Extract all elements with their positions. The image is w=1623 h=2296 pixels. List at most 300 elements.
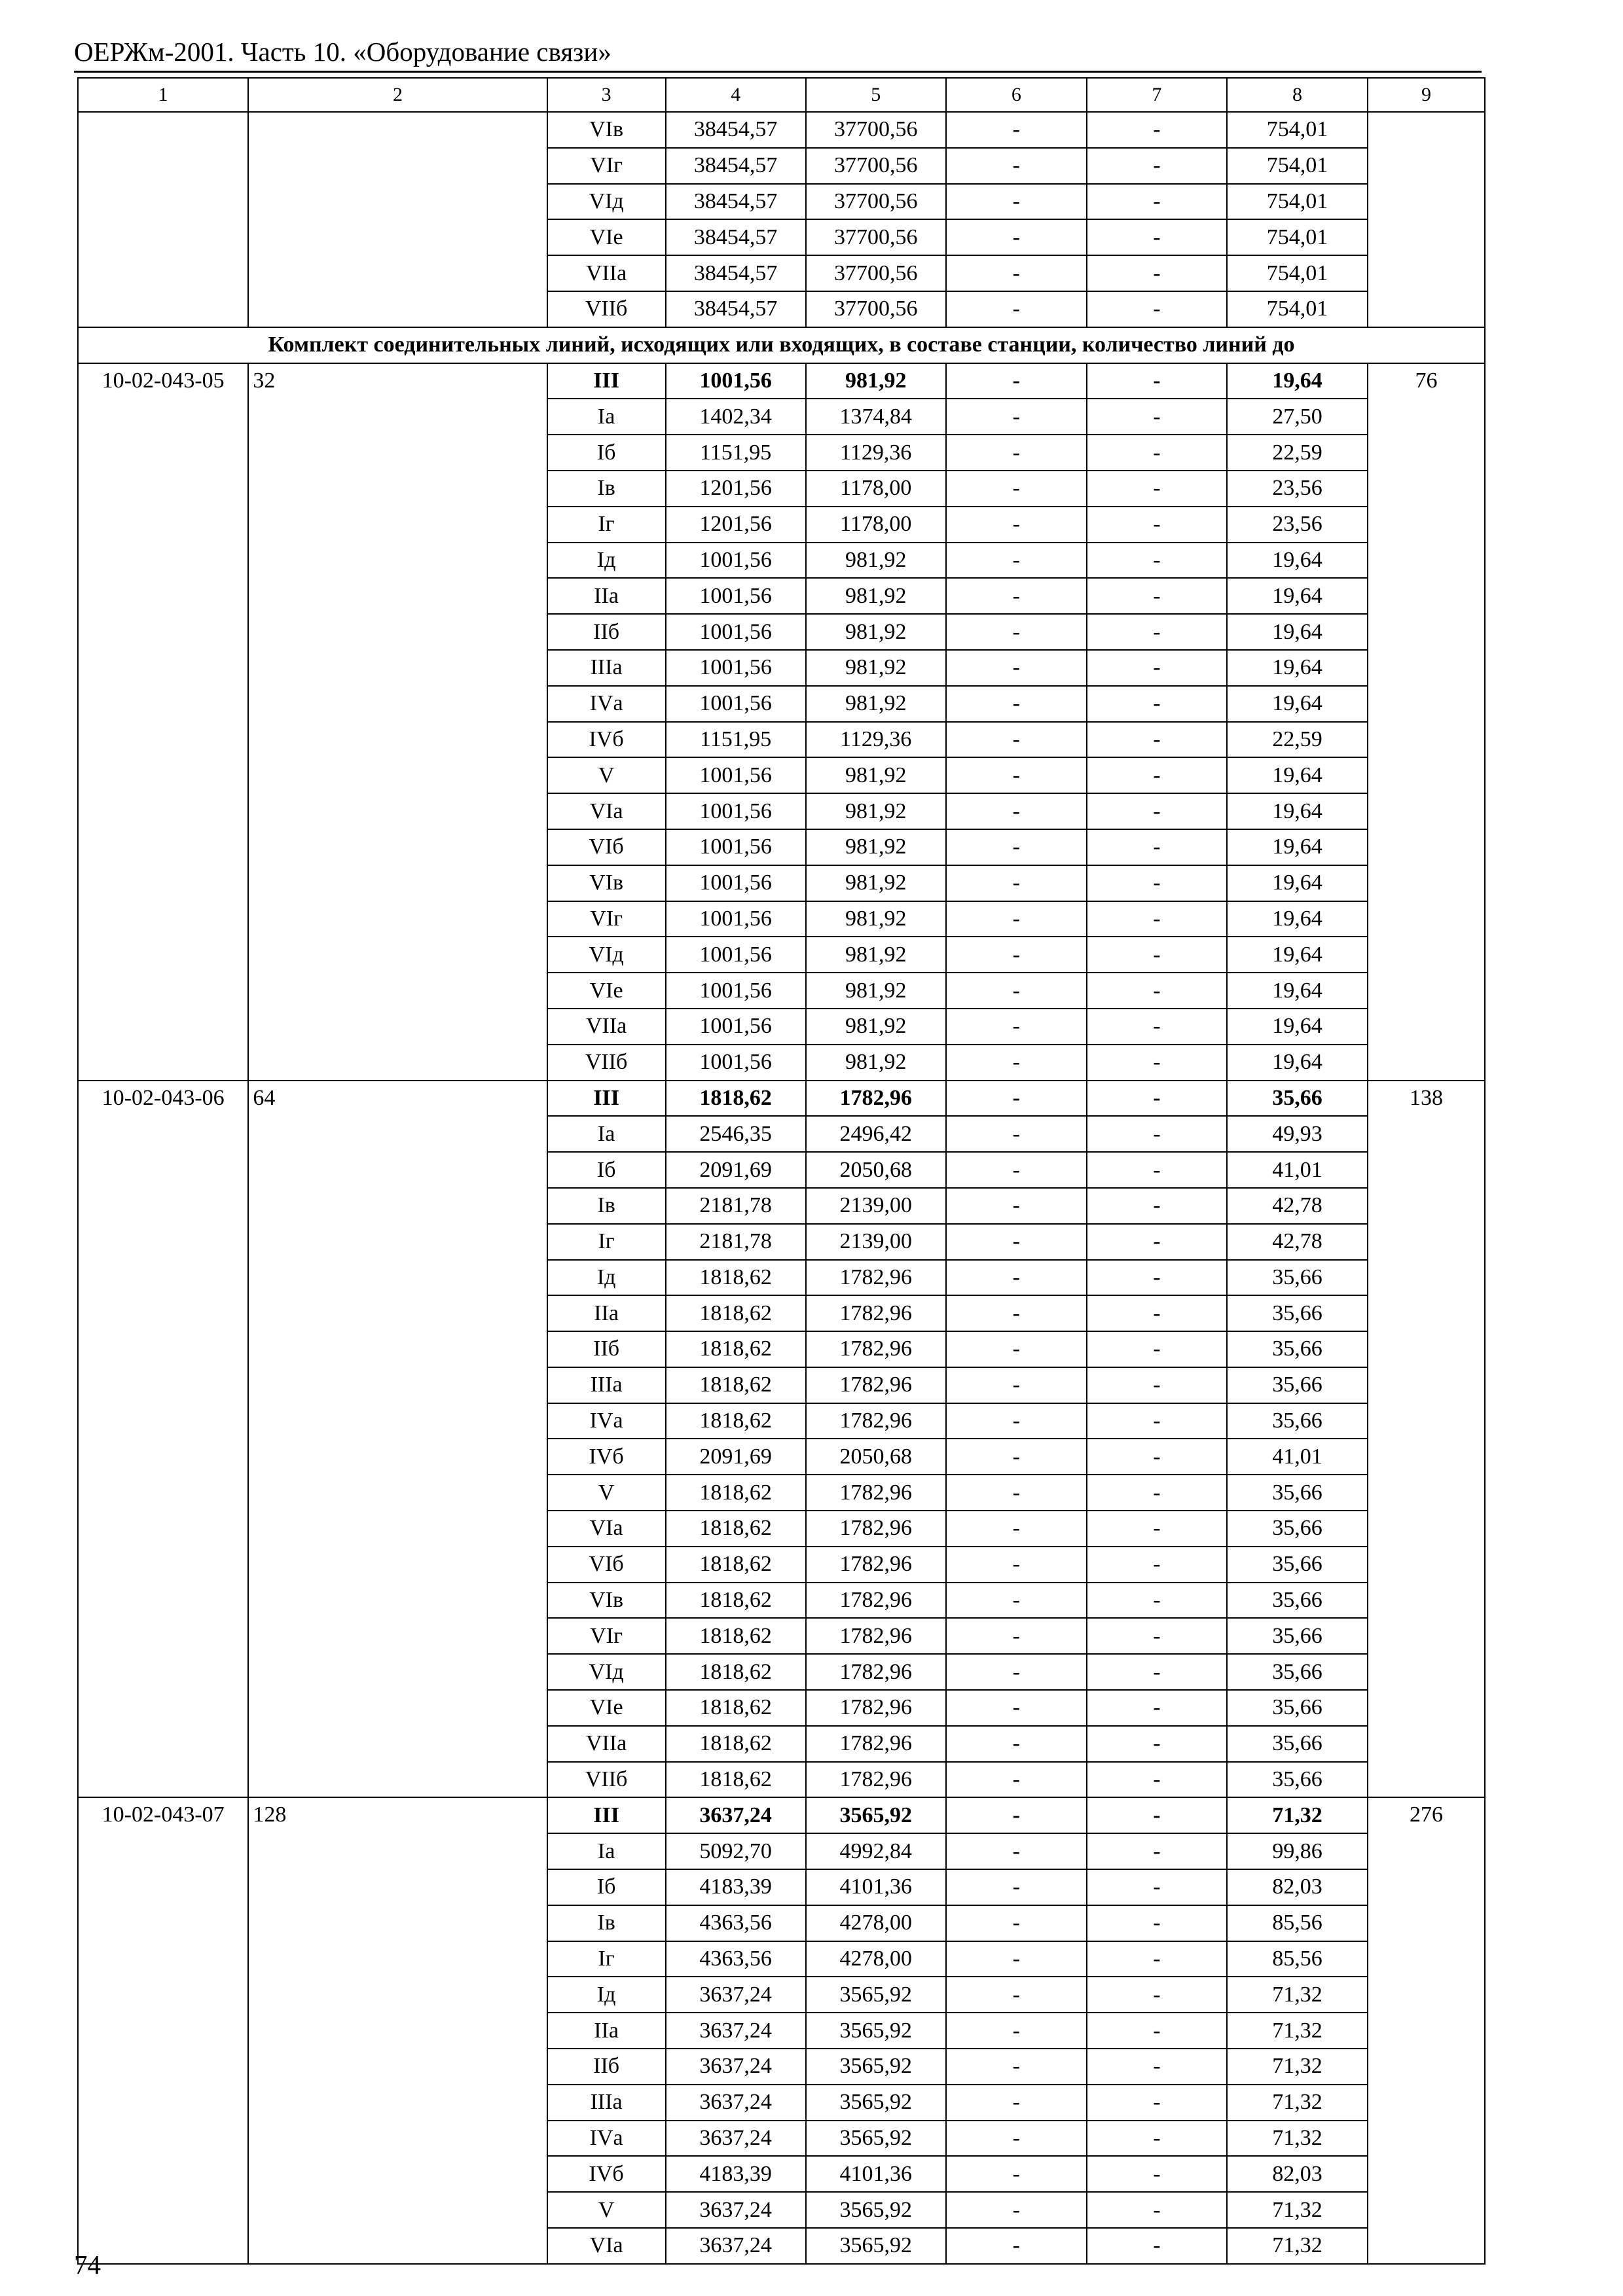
value-cell: - <box>946 1295 1087 1331</box>
value-cell: 4101,36 <box>806 2156 946 2192</box>
value-cell: - <box>1087 1690 1227 1726</box>
value-cell: 3565,92 <box>806 2192 946 2228</box>
value-cell: - <box>946 1547 1087 1583</box>
value-cell: - <box>1087 1941 1227 1977</box>
value-cell: - <box>1087 2228 1227 2264</box>
price-zone-cell: IIIа <box>547 2085 666 2121</box>
value-cell: - <box>946 1869 1087 1905</box>
value-cell: 981,92 <box>806 757 946 793</box>
value-cell: 981,92 <box>806 937 946 973</box>
value-cell: 2091,69 <box>666 1439 806 1475</box>
value-cell: 19,64 <box>1227 1009 1368 1045</box>
value-cell: 71,32 <box>1227 2192 1368 2228</box>
value-cell: - <box>946 1690 1087 1726</box>
value-cell: - <box>946 507 1087 543</box>
value-cell: - <box>946 829 1087 865</box>
value-cell: - <box>1087 1367 1227 1403</box>
value-cell: - <box>1087 1331 1227 1367</box>
value-cell: - <box>1087 363 1227 399</box>
price-zone-cell: VIIа <box>547 1009 666 1045</box>
rate-code-cell: 10-02-043-06 <box>78 1081 248 1798</box>
page-header-title: ОЕРЖм-2001. Часть 10. «Оборудование связи» <box>74 37 611 67</box>
value-cell: 71,32 <box>1227 2228 1368 2264</box>
value-cell: 27,50 <box>1227 399 1368 435</box>
section-row <box>78 327 1485 363</box>
value-cell: 981,92 <box>806 543 946 579</box>
value-cell: - <box>946 2121 1087 2157</box>
value-cell: 71,32 <box>1227 2013 1368 2049</box>
value-cell: 71,32 <box>1227 1977 1368 2013</box>
value-cell: 19,64 <box>1227 578 1368 614</box>
value-cell: - <box>946 399 1087 435</box>
value-cell: 35,66 <box>1227 1295 1368 1331</box>
section-title: Комплект соединительных линий, исходящих или входящих, в составе станции, количество линий до <box>78 327 1485 363</box>
column-number: 1 <box>78 78 248 112</box>
price-zone-cell: Iг <box>547 1941 666 1977</box>
value-cell: 2181,78 <box>666 1224 806 1260</box>
value-cell: 1201,56 <box>666 507 806 543</box>
value-cell: 37700,56 <box>806 255 946 291</box>
value-cell: 2181,78 <box>666 1188 806 1224</box>
value-cell: - <box>946 2156 1087 2192</box>
value-cell: 37700,56 <box>806 184 946 220</box>
price-zone-cell: IVб <box>547 2156 666 2192</box>
value-cell: 1818,62 <box>666 1475 806 1511</box>
value-cell: 981,92 <box>806 1045 946 1081</box>
price-zone-cell: VIе <box>547 1690 666 1726</box>
value-cell: 49,93 <box>1227 1116 1368 1152</box>
value-cell: 19,64 <box>1227 686 1368 722</box>
price-zone-cell: V <box>547 2192 666 2228</box>
value-cell: - <box>1087 1618 1227 1654</box>
value-cell: - <box>946 1188 1087 1224</box>
value-cell: 22,59 <box>1227 435 1368 471</box>
price-zone-cell: IVб <box>547 722 666 758</box>
value-cell: 19,64 <box>1227 614 1368 650</box>
value-cell: 38454,57 <box>666 255 806 291</box>
value-cell: 981,92 <box>806 973 946 1009</box>
value-cell: - <box>946 901 1087 937</box>
price-zone-cell: VIг <box>547 1618 666 1654</box>
column-9-cell: 76 <box>1368 363 1485 1081</box>
value-cell: 1782,96 <box>806 1295 946 1331</box>
value-cell: - <box>946 722 1087 758</box>
value-cell: 3637,24 <box>666 2192 806 2228</box>
value-cell: - <box>1087 1797 1227 1833</box>
value-cell: - <box>1087 2192 1227 2228</box>
column-number: 8 <box>1227 78 1368 112</box>
column-number: 4 <box>666 78 806 112</box>
value-cell: - <box>1087 2085 1227 2121</box>
value-cell: - <box>946 757 1087 793</box>
value-cell: - <box>1087 1977 1227 2013</box>
value-cell: - <box>946 650 1087 686</box>
price-zone-cell: VIг <box>547 901 666 937</box>
value-cell: 37700,56 <box>806 112 946 148</box>
value-cell: 3565,92 <box>806 2085 946 2121</box>
column-number: 9 <box>1368 78 1485 112</box>
value-cell: - <box>1087 1762 1227 1798</box>
value-cell: 1782,96 <box>806 1367 946 1403</box>
value-cell: 22,59 <box>1227 722 1368 758</box>
value-cell: 1782,96 <box>806 1511 946 1547</box>
value-cell: 35,66 <box>1227 1367 1368 1403</box>
value-cell: 3637,24 <box>666 2013 806 2049</box>
value-cell: 1818,62 <box>666 1403 806 1439</box>
price-zone-cell: VIе <box>547 973 666 1009</box>
value-cell: - <box>946 1511 1087 1547</box>
value-cell: 19,64 <box>1227 865 1368 901</box>
value-cell: 3565,92 <box>806 1797 946 1833</box>
price-zone-cell: Iв <box>547 1905 666 1941</box>
value-cell: 82,03 <box>1227 1869 1368 1905</box>
value-cell: - <box>1087 686 1227 722</box>
value-cell: 5092,70 <box>666 1833 806 1869</box>
value-cell: - <box>946 219 1087 255</box>
value-cell: 3565,92 <box>806 1977 946 2013</box>
value-cell: 38454,57 <box>666 148 806 184</box>
value-cell: 1782,96 <box>806 1618 946 1654</box>
price-zone-cell: Iд <box>547 543 666 579</box>
value-cell: 71,32 <box>1227 1797 1368 1833</box>
value-cell: 71,32 <box>1227 2121 1368 2157</box>
value-cell: 35,66 <box>1227 1547 1368 1583</box>
value-cell: - <box>946 148 1087 184</box>
value-cell: 1001,56 <box>666 937 806 973</box>
value-cell: 35,66 <box>1227 1511 1368 1547</box>
value-cell: - <box>946 291 1087 327</box>
value-cell: - <box>1087 1224 1227 1260</box>
value-cell: 19,64 <box>1227 829 1368 865</box>
value-cell: 42,78 <box>1227 1224 1368 1260</box>
value-cell: - <box>1087 2049 1227 2085</box>
value-cell: - <box>1087 1188 1227 1224</box>
column-9-cell: 138 <box>1368 1081 1485 1798</box>
value-cell: - <box>946 1367 1087 1403</box>
value-cell: 35,66 <box>1227 1403 1368 1439</box>
value-cell: 1001,56 <box>666 650 806 686</box>
value-cell: 4278,00 <box>806 1941 946 1977</box>
price-zone-cell: Iг <box>547 507 666 543</box>
value-cell: 38454,57 <box>666 112 806 148</box>
value-cell: - <box>1087 1869 1227 1905</box>
table-row <box>78 1797 1485 1833</box>
price-zone-cell: IVа <box>547 2121 666 2157</box>
value-cell: 1782,96 <box>806 1331 946 1367</box>
value-cell: - <box>1087 112 1227 148</box>
price-zone-cell: IVа <box>547 686 666 722</box>
value-cell: 35,66 <box>1227 1618 1368 1654</box>
value-cell: 35,66 <box>1227 1726 1368 1762</box>
value-cell: 754,01 <box>1227 255 1368 291</box>
value-cell: 2139,00 <box>806 1188 946 1224</box>
value-cell: 37700,56 <box>806 219 946 255</box>
value-cell: 19,64 <box>1227 901 1368 937</box>
value-cell: 35,66 <box>1227 1081 1368 1117</box>
value-cell: 19,64 <box>1227 757 1368 793</box>
value-cell: 1001,56 <box>666 829 806 865</box>
value-cell: 981,92 <box>806 793 946 829</box>
price-zone-cell: IIIа <box>547 650 666 686</box>
value-cell: - <box>1087 1654 1227 1690</box>
value-cell: 3637,24 <box>666 2228 806 2264</box>
value-cell: 981,92 <box>806 829 946 865</box>
value-cell: - <box>1087 578 1227 614</box>
price-zone-cell: Iв <box>547 471 666 507</box>
value-cell: - <box>946 1260 1087 1296</box>
value-cell: 1818,62 <box>666 1583 806 1619</box>
value-cell: - <box>1087 435 1227 471</box>
value-cell: - <box>946 1797 1087 1833</box>
value-cell: 1001,56 <box>666 1009 806 1045</box>
value-cell: 3637,24 <box>666 2049 806 2085</box>
value-cell: - <box>946 1081 1087 1117</box>
value-cell: - <box>946 1045 1087 1081</box>
value-cell: 35,66 <box>1227 1260 1368 1296</box>
value-cell: - <box>1087 1583 1227 1619</box>
price-zone-cell: VIIа <box>547 1726 666 1762</box>
price-zone-cell: VIд <box>547 1654 666 1690</box>
value-cell: 1129,36 <box>806 722 946 758</box>
value-cell: 1001,56 <box>666 793 806 829</box>
price-zone-cell: IIа <box>547 2013 666 2049</box>
value-cell: - <box>1087 2156 1227 2192</box>
value-cell: - <box>946 937 1087 973</box>
column-number: 2 <box>248 78 547 112</box>
value-cell: 41,01 <box>1227 1152 1368 1188</box>
value-cell: 38454,57 <box>666 291 806 327</box>
price-zone-cell: Iб <box>547 1869 666 1905</box>
value-cell: 1782,96 <box>806 1583 946 1619</box>
value-cell: - <box>1087 1260 1227 1296</box>
value-cell: - <box>1087 1833 1227 1869</box>
value-cell: - <box>946 1152 1087 1188</box>
value-cell: 37700,56 <box>806 148 946 184</box>
value-cell: - <box>1087 1511 1227 1547</box>
table-row <box>78 112 1485 148</box>
price-zone-cell: Iа <box>547 1116 666 1152</box>
value-cell: - <box>1087 1403 1227 1439</box>
value-cell: 981,92 <box>806 578 946 614</box>
price-zone-cell: IIа <box>547 1295 666 1331</box>
value-cell: - <box>1087 937 1227 973</box>
page-number: 74 <box>74 2250 101 2280</box>
value-cell: - <box>1087 865 1227 901</box>
value-cell: 1129,36 <box>806 435 946 471</box>
value-cell: 4101,36 <box>806 1869 946 1905</box>
value-cell: 1001,56 <box>666 901 806 937</box>
price-zone-cell: Iд <box>547 1977 666 2013</box>
value-cell: 35,66 <box>1227 1583 1368 1619</box>
value-cell: - <box>1087 973 1227 1009</box>
price-zone-cell: IIа <box>547 578 666 614</box>
price-zone-cell: VIд <box>547 937 666 973</box>
value-cell: - <box>946 973 1087 1009</box>
value-cell: 1001,56 <box>666 757 806 793</box>
value-cell: 1818,62 <box>666 1762 806 1798</box>
value-cell: 2546,35 <box>666 1116 806 1152</box>
column-number: 7 <box>1087 78 1227 112</box>
value-cell: 981,92 <box>806 901 946 937</box>
column-number-row <box>78 78 1485 112</box>
price-zone-cell: V <box>547 1475 666 1511</box>
value-cell: 41,01 <box>1227 1439 1368 1475</box>
value-cell: 1001,56 <box>666 1045 806 1081</box>
value-cell: 1782,96 <box>806 1260 946 1296</box>
value-cell: 3637,24 <box>666 2085 806 2121</box>
value-cell: 1818,62 <box>666 1618 806 1654</box>
value-cell: - <box>946 255 1087 291</box>
value-cell: 1001,56 <box>666 363 806 399</box>
price-zone-cell: Iв <box>547 1188 666 1224</box>
value-cell: 2091,69 <box>666 1152 806 1188</box>
value-cell: 4183,39 <box>666 1869 806 1905</box>
price-zone-cell: VIе <box>547 219 666 255</box>
value-cell: - <box>1087 148 1227 184</box>
value-cell: 1001,56 <box>666 614 806 650</box>
price-zone-cell: VIа <box>547 793 666 829</box>
value-cell: 981,92 <box>806 865 946 901</box>
price-zone-cell: VIIб <box>547 291 666 327</box>
value-cell: - <box>1087 399 1227 435</box>
lines-count-cell: 128 <box>248 1797 547 2263</box>
price-zone-cell: VIIб <box>547 1762 666 1798</box>
column-number: 3 <box>547 78 666 112</box>
value-cell: 1001,56 <box>666 865 806 901</box>
value-cell: 981,92 <box>806 363 946 399</box>
value-cell: 4992,84 <box>806 1833 946 1869</box>
value-cell: - <box>946 865 1087 901</box>
value-cell: 1201,56 <box>666 471 806 507</box>
price-zone-cell: VIIб <box>547 1045 666 1081</box>
table-row <box>78 1081 1485 1117</box>
rate-code-cell: 10-02-043-07 <box>78 1797 248 2263</box>
value-cell: - <box>1087 1439 1227 1475</box>
value-cell: 1818,62 <box>666 1260 806 1296</box>
value-cell: 3637,24 <box>666 2121 806 2157</box>
table-row <box>78 363 1485 399</box>
value-cell: 38454,57 <box>666 184 806 220</box>
value-cell: - <box>946 2013 1087 2049</box>
value-cell: 1178,00 <box>806 471 946 507</box>
value-cell: - <box>946 363 1087 399</box>
value-cell: - <box>1087 1295 1227 1331</box>
value-cell: - <box>1087 1547 1227 1583</box>
price-zone-cell: Iб <box>547 435 666 471</box>
value-cell: - <box>946 1475 1087 1511</box>
lines-cell <box>248 112 547 327</box>
value-cell: 4363,56 <box>666 1941 806 1977</box>
value-cell: - <box>1087 1475 1227 1511</box>
value-cell: - <box>946 793 1087 829</box>
value-cell: - <box>1087 1081 1227 1117</box>
value-cell: - <box>1087 184 1227 220</box>
value-cell: - <box>946 1654 1087 1690</box>
value-cell: 1001,56 <box>666 578 806 614</box>
value-cell: 19,64 <box>1227 650 1368 686</box>
value-cell: - <box>946 1583 1087 1619</box>
value-cell: 1818,62 <box>666 1690 806 1726</box>
value-cell: 2496,42 <box>806 1116 946 1152</box>
value-cell: - <box>946 2085 1087 2121</box>
price-zone-cell: Iа <box>547 1833 666 1869</box>
column-9-cell <box>1368 112 1485 327</box>
value-cell: 2050,68 <box>806 1152 946 1188</box>
value-cell: - <box>946 1762 1087 1798</box>
price-zone-cell: IIб <box>547 614 666 650</box>
rates-table <box>77 77 1486 2265</box>
value-cell: - <box>1087 219 1227 255</box>
price-zone-cell: IIб <box>547 1331 666 1367</box>
value-cell: - <box>946 2192 1087 2228</box>
value-cell: 3637,24 <box>666 1797 806 1833</box>
value-cell: - <box>1087 793 1227 829</box>
price-zone-cell: IIб <box>547 2049 666 2085</box>
value-cell: - <box>1087 1116 1227 1152</box>
value-cell: 1001,56 <box>666 973 806 1009</box>
value-cell: 35,66 <box>1227 1475 1368 1511</box>
price-zone-cell: VIб <box>547 1547 666 1583</box>
value-cell: 19,64 <box>1227 543 1368 579</box>
value-cell: - <box>1087 757 1227 793</box>
value-cell: 42,78 <box>1227 1188 1368 1224</box>
value-cell: - <box>1087 829 1227 865</box>
value-cell: - <box>946 1331 1087 1367</box>
value-cell: 71,32 <box>1227 2085 1368 2121</box>
value-cell: - <box>946 686 1087 722</box>
price-zone-cell: IVб <box>547 1439 666 1475</box>
value-cell: 754,01 <box>1227 112 1368 148</box>
value-cell: - <box>1087 1009 1227 1045</box>
value-cell: - <box>1087 507 1227 543</box>
value-cell: 1782,96 <box>806 1475 946 1511</box>
value-cell: 1001,56 <box>666 543 806 579</box>
value-cell: 981,92 <box>806 650 946 686</box>
value-cell: 85,56 <box>1227 1905 1368 1941</box>
price-zone-cell: VIб <box>547 829 666 865</box>
value-cell: 38454,57 <box>666 219 806 255</box>
lines-count-cell: 32 <box>248 363 547 1081</box>
lines-count-cell: 64 <box>248 1081 547 1798</box>
price-zone-cell: III <box>547 1081 666 1117</box>
value-cell: 754,01 <box>1227 148 1368 184</box>
price-zone-cell: VIг <box>547 148 666 184</box>
value-cell: - <box>946 471 1087 507</box>
value-cell: - <box>946 578 1087 614</box>
value-cell: - <box>1087 291 1227 327</box>
value-cell: 1151,95 <box>666 722 806 758</box>
value-cell: - <box>946 1726 1087 1762</box>
value-cell: 3565,92 <box>806 2228 946 2264</box>
column-number: 5 <box>806 78 946 112</box>
value-cell: 1782,96 <box>806 1762 946 1798</box>
column-9-cell: 276 <box>1368 1797 1485 2263</box>
price-zone-cell: IIIа <box>547 1367 666 1403</box>
value-cell: 35,66 <box>1227 1654 1368 1690</box>
value-cell: 71,32 <box>1227 2049 1368 2085</box>
price-zone-cell: Iа <box>547 399 666 435</box>
value-cell: 35,66 <box>1227 1690 1368 1726</box>
value-cell: - <box>1087 722 1227 758</box>
value-cell: 1818,62 <box>666 1511 806 1547</box>
price-zone-cell: III <box>547 1797 666 1833</box>
value-cell: 35,66 <box>1227 1762 1368 1798</box>
value-cell: 19,64 <box>1227 793 1368 829</box>
value-cell: 1818,62 <box>666 1654 806 1690</box>
value-cell: 1374,84 <box>806 399 946 435</box>
value-cell: 981,92 <box>806 686 946 722</box>
value-cell: 1818,62 <box>666 1331 806 1367</box>
